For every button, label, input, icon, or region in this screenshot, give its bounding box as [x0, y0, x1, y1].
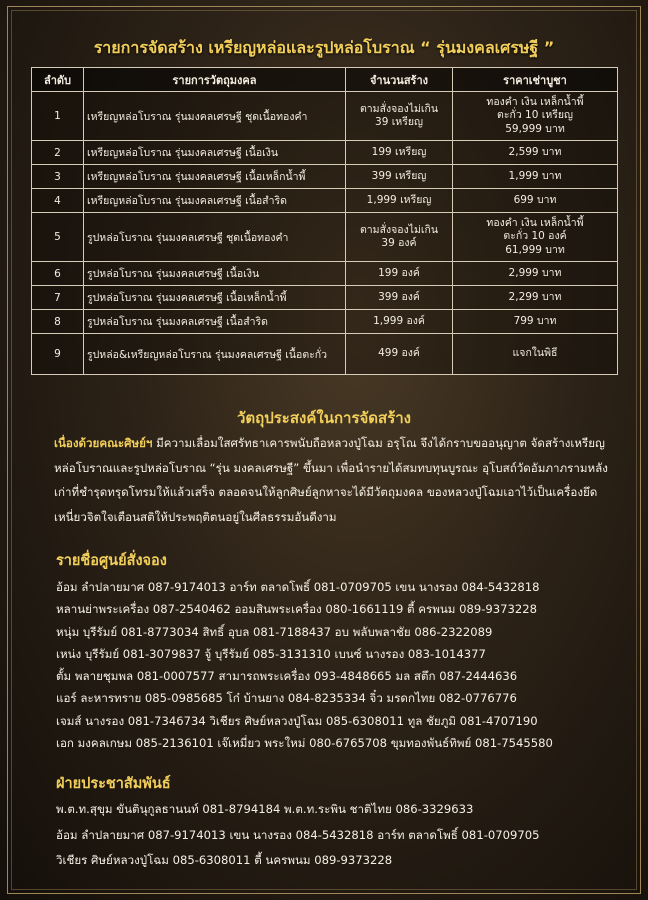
cell-qty: 199 องค์: [346, 262, 453, 286]
table-row: [32, 310, 618, 334]
purpose-paragraph: [54, 431, 620, 529]
cell-no: 5: [32, 213, 84, 262]
table-row: [32, 213, 618, 262]
purpose-heading: วัตถุประสงค์ในการจัดสร้าง: [236, 409, 412, 427]
cell-price: แจกในพิธี: [453, 334, 618, 375]
contact-line: หนุ่ม บุรีรัมย์ 081-8773034 สิทธิ์ อุบล 081-7188437 อบ พลับพลาชัย 086-2322089: [56, 624, 493, 639]
cell-item: รูปหล่อโบราณ รุ่นมงคลเศรษฐี เนื้อสำริด: [84, 310, 346, 334]
contact-line: ตั้ม พลายชุมพล 081-0007577 สามารถพระเครื่อง 093-4848665 มล สตึก 087-2444636: [56, 669, 518, 684]
cell-qty: 199 เหรียญ: [346, 141, 453, 165]
cell-qty: 499 องค์: [346, 334, 453, 375]
contact-line: อ้อม ลำปลายมาศ 087-9174013 เขน นางรอง 084-5432818 อาร์ท ตลาดโพธิ์ 081-0709705: [56, 827, 540, 842]
cell-item: เหรียญหล่อโบราณ รุ่นมงคลเศรษฐี เนื้อเหล็กน้ำพี้: [84, 165, 346, 189]
cell-price: ทองคำ เงิน เหล็กน้ำพี้ ตะกั่ว 10 เหรียญ 59,999 บาท: [453, 92, 618, 141]
cell-no: 2: [32, 141, 84, 165]
pr-heading: ฝ่ายประชาสัมพันธ์: [56, 776, 171, 792]
contact-line: แอร์ ละหารทราย 085-0985685 โก๋ บ้านยาง 084-8235334 จิ๋ว มรดกไทย 082-0776776: [56, 691, 517, 706]
cell-qty: 399 องค์: [346, 286, 453, 310]
cell-price: ทองคำ เงิน เหล็กน้ำพี้ ตะกั่ว 10 องค์ 61,999 บาท: [453, 213, 618, 262]
table-row: [32, 92, 618, 141]
table-row: [32, 141, 618, 165]
header-qty: จำนวนสร้าง: [346, 68, 453, 92]
cell-item: เหรียญหล่อโบราณ รุ่นมงคลเศรษฐี เนื้อสำริด: [84, 189, 346, 213]
cell-no: 4: [32, 189, 84, 213]
contact-line: เจมส์ นางรอง 081-7346734 วิเชียร ศิษย์หลวงปู่โฉม 085-6308011 ทูล ชัยภูมิ 081-4707190: [56, 713, 538, 728]
contact-line: เอก มงคลเกษม 085-2136101 เจ๊เหมี่ยว พระใหม่ 080-6765708 ขุมทองพันธ์ทิพย์ 081-7545580: [56, 736, 553, 751]
contact-line: พ.ต.ท.สุขุม ขันตินุกูลธานนท์ 081-8794184 พ.ต.ท.ระพิน ชาติไทย 086-3329633: [56, 802, 474, 816]
cell-no: 3: [32, 165, 84, 189]
cell-item: รูปหล่อโบราณ รุ่นมงคลเศรษฐี เนื้อเงิน: [84, 262, 346, 286]
cell-price: 799 บาท: [453, 310, 618, 334]
cell-price: 1,999 บาท: [453, 165, 618, 189]
cell-qty: 1,999 เหรียญ: [346, 189, 453, 213]
cell-item: รูปหล่อโบราณ รุ่นมงคลเศรษฐี ชุดเนื้อทองคำ: [84, 213, 346, 262]
cell-no: 6: [32, 262, 84, 286]
contact-line: หลานย่าพระเครื่อง 087-2540462 ออมสินพระเครื่อง 080-1661119 ตี้ ครพนม 089-9373228: [56, 602, 538, 617]
cell-no: 8: [32, 310, 84, 334]
cell-qty: 399 เหรียญ: [346, 165, 453, 189]
purpose-lead: เนื่องด้วยคณะศิษย์ฯ: [54, 436, 153, 450]
cell-qty: ตามสั่งจองไม่เกิน 39 องค์: [346, 213, 453, 262]
cell-price: 2,599 บาท: [453, 141, 618, 165]
contact-line: อ้อม ลำปลายมาศ 087-9174013 อาร์ท ตลาดโพธิ์ 081-0709705 เขน นางรอง 084-5432818: [56, 580, 540, 594]
cell-price: 2,299 บาท: [453, 286, 618, 310]
centers-heading: รายชื่อศูนย์สั่งจอง: [56, 553, 167, 569]
cell-item: เหรียญหล่อโบราณ รุ่นมงคลเศรษฐี ชุดเนื้อทองคำ: [84, 92, 346, 141]
cell-price: 699 บาท: [453, 189, 618, 213]
header-no: ลำดับ: [32, 68, 84, 92]
cell-price: 2,999 บาท: [453, 262, 618, 286]
page-title: รายการจัดสร้าง เหรียญหล่อและรูปหล่อโบราณ “ รุ่นมงคลเศรษฐี ”: [93, 38, 555, 57]
cell-no: 1: [32, 92, 84, 141]
pr-list: [56, 797, 636, 874]
contact-line: วิเชียร ศิษย์หลวงปู่โฉม 085-6308011 ตี้ นครพนม 089-9373228: [56, 853, 393, 868]
table-row: [32, 286, 618, 310]
table-row: [32, 165, 618, 189]
table-row: [32, 262, 618, 286]
cell-no: 7: [32, 286, 84, 310]
items-table: [31, 67, 618, 375]
cell-item: รูปหล่อโบราณ รุ่นมงคลเศรษฐี เนื้อเหล็กน้ำพี้: [84, 286, 346, 310]
contact-line: เหน่ง บุรีรัมย์ 081-3079837 จู้ บุรีรัมย์ 085-3131310 เบนซ์ นางรอง 083-1014377: [56, 646, 486, 661]
purpose-body: มีความเลื่อมใสศรัทธาเคารพนับถือหลวงปู่โฉม อรุโณ จึงได้กราบขออนุญาต จัดสร้างเหรียญหล่อโบราณและรูปหล่อโบราณ “รุ่น มงคลเศรษฐี” ขึ้นมา เพื่อนำรายได้สมทบทุนบูรณะ อุโบสถ์วัดอัมภาภรามหลังเก่าที่ชำรุดทรุดโทรมให้แล้วเสร็จ ตลอดจนให้ลูกศิษย์ลูกหาจะได้มีวัตถุมงคล ของหลวงปู่โฉมเอาไว้เป็นเครื่องยึดเหนี่ยวจิตใจเตือนสติให้ประพฤติตนอยู่ในศีลธรรมอันดีงาม: [54, 436, 608, 524]
centers-list: [56, 576, 636, 754]
cell-item: รูปหล่อ&เหรียญหล่อโบราณ รุ่นมงคลเศรษฐี เนื้อตะกั่ว: [84, 334, 346, 375]
cell-qty: 1,999 องค์: [346, 310, 453, 334]
table-row: [32, 189, 618, 213]
cell-item: เหรียญหล่อโบราณ รุ่นมงคลเศรษฐี เนื้อเงิน: [84, 141, 346, 165]
table-header-row: [32, 68, 618, 92]
table-row: [32, 334, 618, 375]
header-price: ราคาเช่าบูชา: [453, 68, 618, 92]
cell-no: 9: [32, 334, 84, 375]
cell-qty: ตามสั่งจองไม่เกิน 39 เหรียญ: [346, 92, 453, 141]
header-item: รายการวัตถุมงคล: [84, 68, 346, 92]
